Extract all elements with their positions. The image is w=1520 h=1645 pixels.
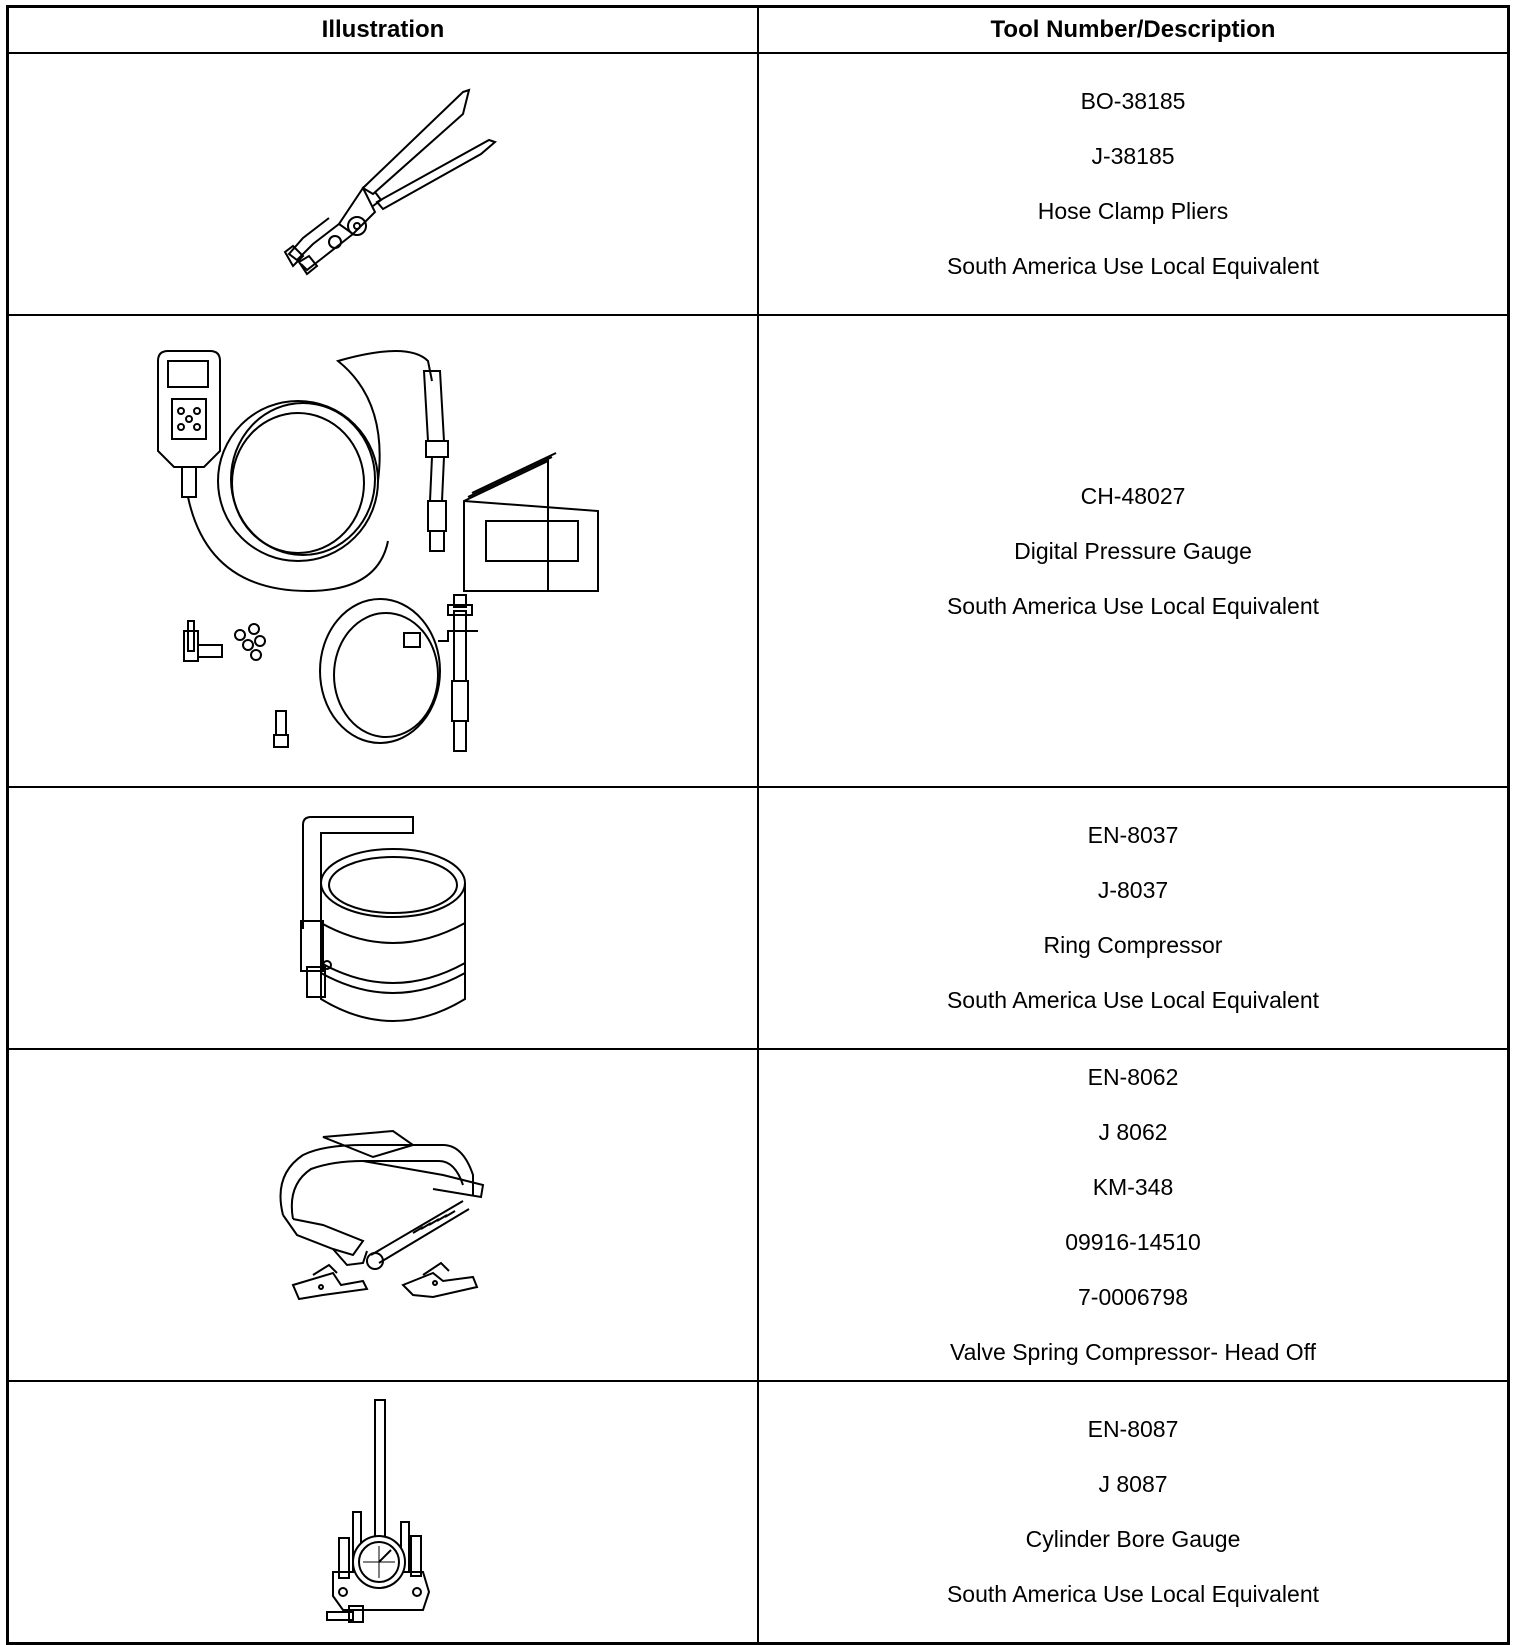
tool-number-alt: J-38185 <box>1091 143 1175 169</box>
description-cell <box>758 1049 1509 1381</box>
hose-clamp-pliers-icon <box>263 84 503 284</box>
illustration-cell <box>8 53 759 315</box>
special-tools-table <box>6 5 1510 1645</box>
description-cell <box>758 787 1509 1049</box>
tool-number-primary: CH-48027 <box>1080 482 1186 509</box>
table-row <box>8 53 1509 315</box>
illustration-column-header: Illustration <box>8 7 759 54</box>
tool-number-primary: EN-8037 <box>1087 822 1179 848</box>
tool-description: Ring Compressor <box>1043 932 1223 958</box>
tool-description: Cylinder Bore Gauge <box>1025 1525 1241 1552</box>
table-row <box>8 1381 1509 1643</box>
illustration-cell <box>8 315 759 787</box>
digital-pressure-gauge-kit-icon <box>148 341 618 761</box>
tool-description: Digital Pressure Gauge <box>1014 537 1252 564</box>
tool-availability-note: South America Use Local Equivalent <box>946 1580 1320 1607</box>
table-row <box>8 1049 1509 1381</box>
cylinder-bore-gauge-icon <box>313 1396 453 1628</box>
tool-number-primary: BO-38185 <box>1080 88 1186 114</box>
tool-availability-note: South America Use Local Equivalent <box>946 592 1320 619</box>
tool-number-alt: J-8037 <box>1097 877 1169 903</box>
tool-number-alt: 09916-14510 <box>1065 1229 1201 1255</box>
table-row <box>8 787 1509 1049</box>
tool-number-alt: KM-348 <box>1092 1174 1174 1200</box>
description-cell <box>758 53 1509 315</box>
ring-compressor-icon <box>273 803 493 1033</box>
table-header-row <box>8 7 1509 54</box>
valve-spring-compressor-icon <box>263 1115 503 1315</box>
illustration-cell <box>8 1381 759 1643</box>
illustration-cell <box>8 787 759 1049</box>
tool-number-alt: 7-0006798 <box>1078 1284 1188 1310</box>
tool-description: Valve Spring Compressor- Head Off <box>949 1339 1317 1365</box>
illustration-cell <box>8 1049 759 1381</box>
tool-availability-note: South America Use Local Equivalent <box>946 987 1320 1013</box>
description-cell <box>758 1381 1509 1643</box>
description-cell <box>758 315 1509 787</box>
tool-number-alt: J 8087 <box>1098 1470 1168 1497</box>
tool-description: Hose Clamp Pliers <box>1037 198 1229 224</box>
tool-number-primary: EN-8062 <box>1087 1064 1179 1090</box>
table-row <box>8 315 1509 787</box>
tool-column-header: Tool Number/Description <box>758 7 1509 54</box>
tool-number-primary: EN-8087 <box>1087 1415 1179 1442</box>
tool-number-alt: J 8062 <box>1098 1119 1168 1145</box>
tool-availability-note: South America Use Local Equivalent <box>946 253 1320 279</box>
